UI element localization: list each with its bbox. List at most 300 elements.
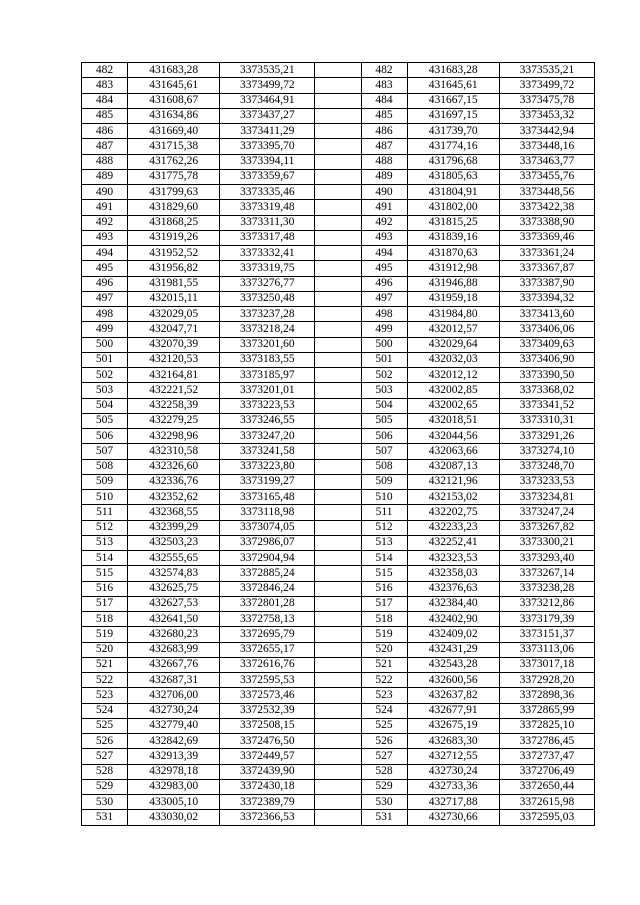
left-y-coordinate: 3373241,58: [220, 444, 315, 459]
right-point-number: 494: [361, 246, 407, 261]
left-point-number: 511: [82, 505, 128, 520]
table-row: [82, 657, 595, 672]
gap-cell: [315, 246, 361, 261]
table-row: [82, 246, 595, 261]
right-y-coordinate: 3372737,47: [499, 749, 594, 764]
right-y-coordinate: 3373499,72: [499, 78, 594, 93]
right-y-coordinate: 3373247,24: [499, 505, 594, 520]
gap-cell: [315, 93, 361, 108]
left-point-number: 491: [82, 200, 128, 215]
coordinates-table-body: [82, 63, 595, 826]
right-y-coordinate: 3373463,77: [499, 154, 594, 169]
left-y-coordinate: 3373499,72: [220, 78, 315, 93]
right-x-coordinate: 431959,18: [407, 291, 499, 306]
left-point-number: 529: [82, 779, 128, 794]
gap-cell: [315, 307, 361, 322]
left-y-coordinate: 3373218,24: [220, 322, 315, 337]
right-x-coordinate: 431984,80: [407, 307, 499, 322]
gap-cell: [315, 230, 361, 245]
gap-cell: [315, 429, 361, 444]
left-point-number: 487: [82, 139, 128, 154]
left-point-number: 531: [82, 810, 128, 825]
gap-cell: [315, 718, 361, 733]
gap-cell: [315, 215, 361, 230]
table-row: [82, 749, 595, 764]
left-point-number: 482: [82, 63, 128, 78]
left-x-coordinate: 432047,71: [128, 322, 220, 337]
left-point-number: 515: [82, 566, 128, 581]
right-x-coordinate: 431774,16: [407, 139, 499, 154]
left-y-coordinate: 3373394,11: [220, 154, 315, 169]
table-row: [82, 63, 595, 78]
gap-cell: [315, 795, 361, 810]
right-x-coordinate: 432677,91: [407, 703, 499, 718]
right-y-coordinate: 3373179,39: [499, 612, 594, 627]
right-x-coordinate: 432431,29: [407, 642, 499, 657]
right-point-number: 500: [361, 337, 407, 352]
right-y-coordinate: 3373394,32: [499, 291, 594, 306]
left-x-coordinate: 432983,00: [128, 779, 220, 794]
coordinates-table: [81, 62, 595, 826]
left-point-number: 527: [82, 749, 128, 764]
left-point-number: 483: [82, 78, 128, 93]
right-y-coordinate: 3373388,90: [499, 215, 594, 230]
left-y-coordinate: 3373535,21: [220, 63, 315, 78]
left-point-number: 504: [82, 398, 128, 413]
right-x-coordinate: 431946,88: [407, 276, 499, 291]
right-x-coordinate: 432600,56: [407, 673, 499, 688]
gap-cell: [315, 734, 361, 749]
right-x-coordinate: 431739,70: [407, 124, 499, 139]
right-x-coordinate: 432002,65: [407, 398, 499, 413]
table-row: [82, 764, 595, 779]
left-point-number: 506: [82, 429, 128, 444]
right-x-coordinate: 432543,28: [407, 657, 499, 672]
right-point-number: 484: [361, 93, 407, 108]
left-point-number: 523: [82, 688, 128, 703]
left-y-coordinate: 3373359,67: [220, 169, 315, 184]
right-x-coordinate: 432018,51: [407, 413, 499, 428]
table-row: [82, 612, 595, 627]
right-point-number: 514: [361, 551, 407, 566]
right-point-number: 506: [361, 429, 407, 444]
table-row: [82, 718, 595, 733]
gap-cell: [315, 154, 361, 169]
left-y-coordinate: 3373464,91: [220, 93, 315, 108]
table-row: [82, 108, 595, 123]
right-x-coordinate: 431815,25: [407, 215, 499, 230]
left-x-coordinate: 432310,58: [128, 444, 220, 459]
left-point-number: 516: [82, 581, 128, 596]
right-point-number: 483: [361, 78, 407, 93]
left-x-coordinate: 432399,29: [128, 520, 220, 535]
left-y-coordinate: 3372801,28: [220, 596, 315, 611]
right-y-coordinate: 3373113,06: [499, 642, 594, 657]
left-x-coordinate: 432667,76: [128, 657, 220, 672]
gap-cell: [315, 352, 361, 367]
left-x-coordinate: 432627,53: [128, 596, 220, 611]
table-row: [82, 642, 595, 657]
table-row: [82, 368, 595, 383]
right-point-number: 482: [361, 63, 407, 78]
left-x-coordinate: 432029,05: [128, 307, 220, 322]
left-x-coordinate: 431799,63: [128, 185, 220, 200]
left-point-number: 508: [82, 459, 128, 474]
right-point-number: 485: [361, 108, 407, 123]
right-x-coordinate: 432252,41: [407, 535, 499, 550]
right-y-coordinate: 3373406,90: [499, 352, 594, 367]
left-y-coordinate: 3373165,48: [220, 490, 315, 505]
left-point-number: 517: [82, 596, 128, 611]
left-point-number: 494: [82, 246, 128, 261]
left-y-coordinate: 3373250,48: [220, 291, 315, 306]
left-y-coordinate: 3372986,07: [220, 535, 315, 550]
right-point-number: 516: [361, 581, 407, 596]
table-row: [82, 307, 595, 322]
gap-cell: [315, 688, 361, 703]
right-y-coordinate: 3373448,16: [499, 139, 594, 154]
gap-cell: [315, 398, 361, 413]
right-x-coordinate: 432402,90: [407, 612, 499, 627]
left-point-number: 488: [82, 154, 128, 169]
left-point-number: 498: [82, 307, 128, 322]
table-row: [82, 139, 595, 154]
right-y-coordinate: 3372706,49: [499, 764, 594, 779]
table-row: [82, 200, 595, 215]
left-point-number: 500: [82, 337, 128, 352]
right-point-number: 489: [361, 169, 407, 184]
table-row: [82, 185, 595, 200]
right-x-coordinate: 432730,24: [407, 764, 499, 779]
gap-cell: [315, 291, 361, 306]
left-point-number: 507: [82, 444, 128, 459]
left-y-coordinate: 3373317,48: [220, 230, 315, 245]
gap-cell: [315, 383, 361, 398]
right-point-number: 503: [361, 383, 407, 398]
right-y-coordinate: 3372825,10: [499, 718, 594, 733]
gap-cell: [315, 444, 361, 459]
right-y-coordinate: 3373017,18: [499, 657, 594, 672]
table-row: [82, 474, 595, 489]
table-row: [82, 505, 595, 520]
left-y-coordinate: 3373395,70: [220, 139, 315, 154]
right-point-number: 510: [361, 490, 407, 505]
left-point-number: 512: [82, 520, 128, 535]
left-x-coordinate: 432730,24: [128, 703, 220, 718]
left-x-coordinate: 432164,81: [128, 368, 220, 383]
gap-cell: [315, 276, 361, 291]
left-x-coordinate: 431829,60: [128, 200, 220, 215]
right-point-number: 496: [361, 276, 407, 291]
left-x-coordinate: 431715,38: [128, 139, 220, 154]
left-point-number: 520: [82, 642, 128, 657]
right-y-coordinate: 3373442,94: [499, 124, 594, 139]
left-x-coordinate: 432779,40: [128, 718, 220, 733]
left-x-coordinate: 432687,31: [128, 673, 220, 688]
left-y-coordinate: 3373183,55: [220, 352, 315, 367]
right-y-coordinate: 3373300,21: [499, 535, 594, 550]
left-point-number: 499: [82, 322, 128, 337]
left-point-number: 496: [82, 276, 128, 291]
right-point-number: 511: [361, 505, 407, 520]
right-y-coordinate: 3373387,90: [499, 276, 594, 291]
gap-cell: [315, 200, 361, 215]
right-x-coordinate: 432029,64: [407, 337, 499, 352]
left-x-coordinate: 432368,55: [128, 505, 220, 520]
right-x-coordinate: 431870,63: [407, 246, 499, 261]
left-point-number: 525: [82, 718, 128, 733]
left-x-coordinate: 431868,25: [128, 215, 220, 230]
left-x-coordinate: 431669,40: [128, 124, 220, 139]
left-point-number: 524: [82, 703, 128, 718]
left-point-number: 492: [82, 215, 128, 230]
right-x-coordinate: 431645,61: [407, 78, 499, 93]
left-point-number: 521: [82, 657, 128, 672]
gap-cell: [315, 459, 361, 474]
right-y-coordinate: 3373368,02: [499, 383, 594, 398]
right-x-coordinate: 432384,40: [407, 596, 499, 611]
table-row: [82, 230, 595, 245]
right-point-number: 498: [361, 307, 407, 322]
left-y-coordinate: 3372758,13: [220, 612, 315, 627]
left-x-coordinate: 432015,11: [128, 291, 220, 306]
gap-cell: [315, 627, 361, 642]
gap-cell: [315, 124, 361, 139]
left-point-number: 495: [82, 261, 128, 276]
right-point-number: 529: [361, 779, 407, 794]
left-y-coordinate: 3372885,24: [220, 566, 315, 581]
table-row: [82, 124, 595, 139]
left-x-coordinate: 431952,52: [128, 246, 220, 261]
right-x-coordinate: 431683,28: [407, 63, 499, 78]
left-x-coordinate: 432680,23: [128, 627, 220, 642]
gap-cell: [315, 810, 361, 825]
left-y-coordinate: 3373223,53: [220, 398, 315, 413]
left-x-coordinate: 431634,86: [128, 108, 220, 123]
right-x-coordinate: 432733,36: [407, 779, 499, 794]
left-y-coordinate: 3373237,28: [220, 307, 315, 322]
gap-cell: [315, 169, 361, 184]
left-x-coordinate: 432298,96: [128, 429, 220, 444]
left-point-number: 484: [82, 93, 128, 108]
table-row: [82, 551, 595, 566]
left-x-coordinate: 432352,62: [128, 490, 220, 505]
left-x-coordinate: 431981,55: [128, 276, 220, 291]
right-x-coordinate: 432063,66: [407, 444, 499, 459]
right-point-number: 487: [361, 139, 407, 154]
right-point-number: 488: [361, 154, 407, 169]
left-x-coordinate: 432641,50: [128, 612, 220, 627]
right-point-number: 523: [361, 688, 407, 703]
left-x-coordinate: 431683,28: [128, 63, 220, 78]
right-x-coordinate: 431697,15: [407, 108, 499, 123]
right-point-number: 513: [361, 535, 407, 550]
right-point-number: 526: [361, 734, 407, 749]
right-x-coordinate: 432675,19: [407, 718, 499, 733]
right-x-coordinate: 432730,66: [407, 810, 499, 825]
gap-cell: [315, 490, 361, 505]
gap-cell: [315, 612, 361, 627]
right-point-number: 527: [361, 749, 407, 764]
right-point-number: 502: [361, 368, 407, 383]
table-row: [82, 520, 595, 535]
right-y-coordinate: 3372595,03: [499, 810, 594, 825]
right-y-coordinate: 3372615,98: [499, 795, 594, 810]
right-point-number: 531: [361, 810, 407, 825]
table-row: [82, 779, 595, 794]
gap-cell: [315, 368, 361, 383]
left-point-number: 497: [82, 291, 128, 306]
right-point-number: 512: [361, 520, 407, 535]
gap-cell: [315, 535, 361, 550]
right-point-number: 505: [361, 413, 407, 428]
right-y-coordinate: 3373291,26: [499, 429, 594, 444]
right-x-coordinate: 431912,98: [407, 261, 499, 276]
gap-cell: [315, 413, 361, 428]
left-x-coordinate: 432706,00: [128, 688, 220, 703]
right-x-coordinate: 431796,68: [407, 154, 499, 169]
table-row: [82, 673, 595, 688]
right-y-coordinate: 3373267,82: [499, 520, 594, 535]
table-row: [82, 459, 595, 474]
right-y-coordinate: 3373455,76: [499, 169, 594, 184]
left-x-coordinate: 432913,39: [128, 749, 220, 764]
gap-cell: [315, 642, 361, 657]
left-y-coordinate: 3373319,75: [220, 261, 315, 276]
table-row: [82, 566, 595, 581]
table-row: [82, 596, 595, 611]
right-point-number: 495: [361, 261, 407, 276]
left-x-coordinate: 432120,53: [128, 352, 220, 367]
left-x-coordinate: 432503,23: [128, 535, 220, 550]
table-row: [82, 810, 595, 825]
gap-cell: [315, 185, 361, 200]
right-x-coordinate: 432683,30: [407, 734, 499, 749]
left-point-number: 510: [82, 490, 128, 505]
left-point-number: 485: [82, 108, 128, 123]
right-y-coordinate: 3373310,31: [499, 413, 594, 428]
right-x-coordinate: 432376,63: [407, 581, 499, 596]
left-y-coordinate: 3373335,46: [220, 185, 315, 200]
right-y-coordinate: 3373233,53: [499, 474, 594, 489]
table-row: [82, 322, 595, 337]
right-x-coordinate: 431667,15: [407, 93, 499, 108]
table-row: [82, 795, 595, 810]
table-row: [82, 78, 595, 93]
gap-cell: [315, 551, 361, 566]
gap-cell: [315, 657, 361, 672]
left-point-number: 502: [82, 368, 128, 383]
right-point-number: 528: [361, 764, 407, 779]
right-point-number: 525: [361, 718, 407, 733]
gap-cell: [315, 78, 361, 93]
right-point-number: 507: [361, 444, 407, 459]
right-point-number: 519: [361, 627, 407, 642]
left-y-coordinate: 3373074,05: [220, 520, 315, 535]
right-y-coordinate: 3373238,28: [499, 581, 594, 596]
right-point-number: 521: [361, 657, 407, 672]
left-y-coordinate: 3373411,29: [220, 124, 315, 139]
left-y-coordinate: 3372655,17: [220, 642, 315, 657]
gap-cell: [315, 779, 361, 794]
gap-cell: [315, 764, 361, 779]
left-y-coordinate: 3372508,15: [220, 718, 315, 733]
left-x-coordinate: 431775,78: [128, 169, 220, 184]
gap-cell: [315, 63, 361, 78]
right-y-coordinate: 3373212,86: [499, 596, 594, 611]
left-y-coordinate: 3372695,79: [220, 627, 315, 642]
left-y-coordinate: 3373319,48: [220, 200, 315, 215]
left-y-coordinate: 3373201,01: [220, 383, 315, 398]
left-x-coordinate: 433005,10: [128, 795, 220, 810]
right-y-coordinate: 3373367,87: [499, 261, 594, 276]
right-x-coordinate: 432409,02: [407, 627, 499, 642]
right-y-coordinate: 3372786,45: [499, 734, 594, 749]
right-x-coordinate: 431804,91: [407, 185, 499, 200]
gap-cell: [315, 566, 361, 581]
right-x-coordinate: 432087,13: [407, 459, 499, 474]
left-y-coordinate: 3373199,27: [220, 474, 315, 489]
left-point-number: 519: [82, 627, 128, 642]
right-y-coordinate: 3373406,06: [499, 322, 594, 337]
left-y-coordinate: 3373437,27: [220, 108, 315, 123]
right-y-coordinate: 3372898,36: [499, 688, 594, 703]
left-x-coordinate: 432326,60: [128, 459, 220, 474]
left-point-number: 528: [82, 764, 128, 779]
left-x-coordinate: 432625,75: [128, 581, 220, 596]
table-row: [82, 169, 595, 184]
left-x-coordinate: 432683,99: [128, 642, 220, 657]
gap-cell: [315, 749, 361, 764]
right-y-coordinate: 3373448,56: [499, 185, 594, 200]
left-point-number: 505: [82, 413, 128, 428]
left-y-coordinate: 3373247,20: [220, 429, 315, 444]
right-x-coordinate: 432012,57: [407, 322, 499, 337]
right-x-coordinate: 432044,56: [407, 429, 499, 444]
table-row: [82, 413, 595, 428]
right-point-number: 520: [361, 642, 407, 657]
left-y-coordinate: 3373246,55: [220, 413, 315, 428]
table-row: [82, 154, 595, 169]
left-y-coordinate: 3372439,90: [220, 764, 315, 779]
left-point-number: 526: [82, 734, 128, 749]
left-x-coordinate: 432842,69: [128, 734, 220, 749]
right-point-number: 508: [361, 459, 407, 474]
left-y-coordinate: 3372430,18: [220, 779, 315, 794]
left-y-coordinate: 3372449,57: [220, 749, 315, 764]
right-y-coordinate: 3372865,99: [499, 703, 594, 718]
left-y-coordinate: 3372904,94: [220, 551, 315, 566]
left-x-coordinate: 431762,26: [128, 154, 220, 169]
gap-cell: [315, 261, 361, 276]
right-x-coordinate: 432002,85: [407, 383, 499, 398]
right-y-coordinate: 3372650,44: [499, 779, 594, 794]
right-point-number: 490: [361, 185, 407, 200]
right-y-coordinate: 3373274,10: [499, 444, 594, 459]
left-y-coordinate: 3373311,30: [220, 215, 315, 230]
left-point-number: 514: [82, 551, 128, 566]
right-y-coordinate: 3373453,32: [499, 108, 594, 123]
left-x-coordinate: 431919,26: [128, 230, 220, 245]
gap-cell: [315, 474, 361, 489]
table-row: [82, 734, 595, 749]
left-x-coordinate: 431645,61: [128, 78, 220, 93]
left-y-coordinate: 3373276,77: [220, 276, 315, 291]
right-y-coordinate: 3373151,37: [499, 627, 594, 642]
left-y-coordinate: 3372573,46: [220, 688, 315, 703]
gap-cell: [315, 673, 361, 688]
right-x-coordinate: 432717,88: [407, 795, 499, 810]
